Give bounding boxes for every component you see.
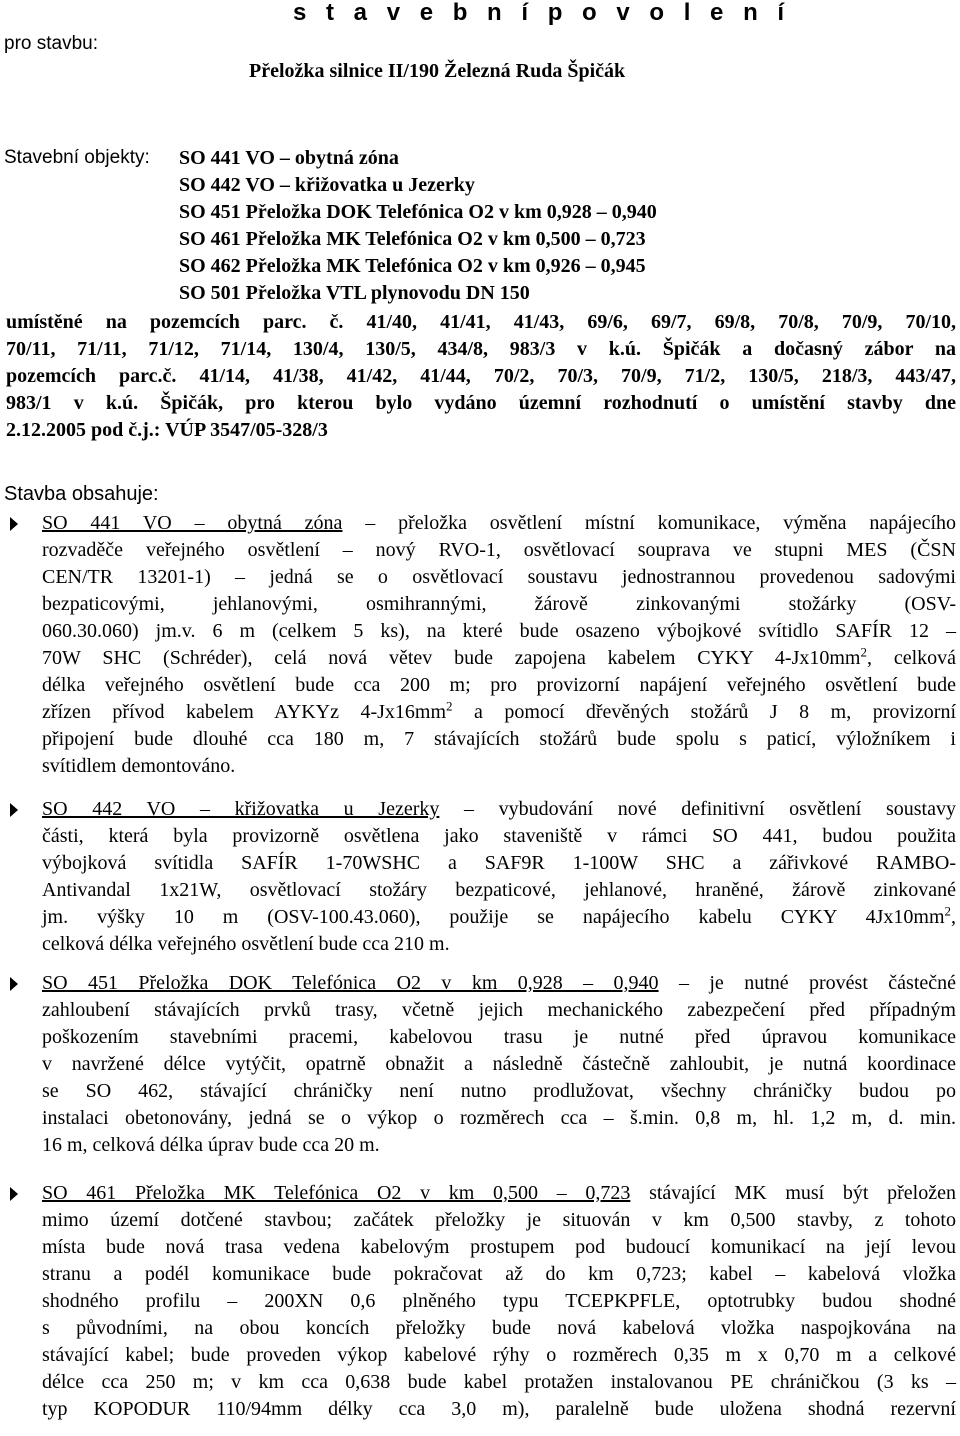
contents-heading: Stavba obsahuje:	[4, 483, 159, 505]
section-line: délka veřejného osvětlení bude cca 200 m; pro provizorní napájení veřejného osvětlení bude	[42, 674, 956, 696]
section-line: jm. výšky 10 m (OSV-100.43.060), použije se napájecího kabelu CYKY 4Jx10mm	[42, 906, 945, 928]
location-line: 70/11, 71/11, 71/12, 71/14, 130/4, 130/5, 434/8, 983/3 v k.ú. Špičák a dočasný zábor na	[6, 338, 956, 360]
section-line: Antivandal 1x21W, osvětlovací stožáry bezpaticové, jehlanové, hraněné, žárově zinkované	[42, 879, 956, 901]
section-so441	[42, 510, 956, 780]
section-line: mimo území dotčené stavbou; začátek přeložky je situován v km 0,500 stavby, z tohoto	[42, 1209, 956, 1231]
section-line: – je nutné provést částečné	[678, 972, 957, 994]
section-line: výbojková svítidla SAFÍR 1-70WSHC a SAF9R 1-100W SHC a zářivkové RAMBO-	[42, 852, 956, 874]
section-line: stávající MK musí být přeložen	[649, 1182, 956, 1204]
section-line: délce cca 250 m; v km cca 0,638 bude kabel protažen instalovanou PE chráničkou (3 ks –	[42, 1371, 956, 1393]
section-line: typ KOPODUR 110/94mm délky cca 3,0 m), paralelně bude uložena shodná rezervní	[42, 1398, 956, 1420]
object-item: SO 451 Přeložka DOK Telefónica O2 v km 0,928 – 0,940	[179, 201, 657, 223]
section-line: připojení bude dlouhé cca 180 m, 7 stávajících stožárů bude spolu s paticí, výložníkem i	[42, 728, 956, 750]
objects-label: Stavební objekty:	[4, 147, 150, 168]
section-so442	[42, 796, 956, 958]
bullet-arrow-icon	[10, 517, 18, 531]
section-title: SO 461 Přeložka MK Telefónica O2 v km 0,500 – 0,723	[42, 1182, 631, 1204]
location-line: umístěné na pozemcích parc. č. 41/40, 41/41, 41/43, 69/6, 69/7, 69/8, 70/8, 70/9, 70/10,	[6, 311, 956, 333]
project-name: Přeložka silnice II/190 Železná Ruda Špičák	[249, 60, 626, 82]
section-so461	[42, 1180, 956, 1423]
section-line: instalaci obetonovány, jedná se o výkop o rozměrech cca – š.min. 0,8 m, hl. 1,2 m, d. min.	[42, 1107, 956, 1129]
section-line: poškozením stavebními pracemi, kabelovou trasu je nutné před úpravou komunikace	[42, 1026, 956, 1048]
section-line: části, která byla provizorně osvětlena jako staveniště v rámci SO 441, budou použita	[42, 825, 956, 847]
object-item: SO 442 VO – křižovatka u Jezerky	[179, 174, 475, 196]
section-line: zřízen přívod kabelem AYKYz 4-Jx16mm	[42, 701, 447, 723]
section-title: SO 441 VO – obytná zóna	[42, 512, 343, 534]
section-line-suffix: a pomocí dřevěných stožárů J 8 m, provizorní	[452, 701, 956, 723]
location-line: 983/1 v k.ú. Špičák, pro kterou bylo vydáno územní rozhodnutí o umístění stavby dne	[6, 392, 956, 414]
section-line: CEN/TR 13201-1) – jedná se o osvětlovací soustavu jednostrannou provedenou sadovými	[42, 566, 956, 588]
section-line: v navržené délce vytýčit, opatrně obnažit a následně částečně zahloubit, je nutná koordinace	[42, 1053, 956, 1075]
section-title: SO 451 Přeložka DOK Telefónica O2 v km 0,928 – 0,940	[42, 972, 659, 994]
page-title: s t a v e b n í p o v o l e n í	[293, 0, 791, 26]
for-building-label: pro stavbu:	[4, 33, 98, 54]
superscript: 2	[944, 903, 951, 919]
bullet-arrow-icon	[10, 803, 18, 817]
location-line: pozemcích parc.č. 41/14, 41/38, 41/42, 41/44, 70/2, 70/3, 70/9, 71/2, 130/5, 218/3, 443/47,	[6, 365, 956, 387]
object-item: SO 461 Přeložka MK Telefónica O2 v km 0,500 – 0,723	[179, 228, 646, 250]
section-line: zahloubení stávajících prvků trasy, včetně jejich mechanického zabezpečení před případným	[42, 999, 956, 1021]
section-line-suffix: , celková	[867, 647, 956, 669]
superscript: 2	[446, 698, 453, 714]
superscript: 2	[860, 644, 867, 660]
object-item: SO 501 Přeložka VTL plynovodu DN 150	[179, 282, 530, 304]
object-item: SO 441 VO – obytná zóna	[179, 147, 399, 169]
section-line: rozvaděče veřejného osvětlení – nový RVO-1, osvětlovací souprava ve stupni MES (ČSN	[42, 539, 956, 561]
section-line: 060.30.060) jm.v. 6 m (celkem 5 ks), na které bude osazeno výbojkové svítidlo SAFÍR 12 –	[42, 620, 956, 642]
location-line: 2.12.2005 pod č.j.: VÚP 3547/05-328/3	[6, 419, 328, 441]
section-line: – vybudování nové definitivní osvětlení soustavy	[464, 798, 956, 820]
section-line: stávající kabel; bude proveden výkop kabelové rýhy o rozměrech 0,35 m x 0,70 m a celkové	[42, 1344, 956, 1366]
section-line: 16 m, celková délka úprav bude cca 20 m.	[42, 1134, 380, 1156]
section-line: s původními, na obou koncích přeložky bude nová kabelová vložka naspojkována na	[42, 1317, 956, 1339]
object-item: SO 462 Přeložka MK Telefónica O2 v km 0,926 – 0,945	[179, 255, 646, 277]
bullet-arrow-icon	[10, 1187, 18, 1201]
section-line: 70W SHC (Schréder), celá nová větev bude zapojena kabelem CYKY 4-Jx10mm	[42, 647, 861, 669]
section-line: – přeložka osvětlení místní komunikace, výměna napájecího	[365, 512, 957, 534]
location-paragraph	[6, 309, 956, 444]
section-title: SO 442 VO – křižovatka u Jezerky	[42, 798, 440, 820]
section-line: místa bude nová trasa vedena kabelovým prostupem pod budoucí komunikací na její levou	[42, 1236, 956, 1258]
section-line: svítidlem demontováno.	[42, 755, 236, 777]
section-line: celková délka veřejného osvětlení bude cca 210 m.	[42, 933, 450, 955]
bullet-arrow-icon	[10, 977, 18, 991]
section-so451	[42, 970, 956, 1159]
section-line: bezpaticovými, jehlanovými, osmihrannými, žárově zinkovanými stožárky (OSV-	[42, 593, 956, 615]
section-line-suffix: ,	[951, 906, 956, 928]
section-line: se SO 462, stávající chráničky není nutno prodlužovat, všechny chráničky budou po	[42, 1080, 956, 1102]
section-line: shodného profilu – 200XN 0,6 plněného typu TCEPKPFLE, optotrubky budou shodné	[42, 1290, 956, 1312]
section-line: stranu a podél komunikace bude pokračovat až do km 0,723; kabel – kabelová vložka	[42, 1263, 956, 1285]
